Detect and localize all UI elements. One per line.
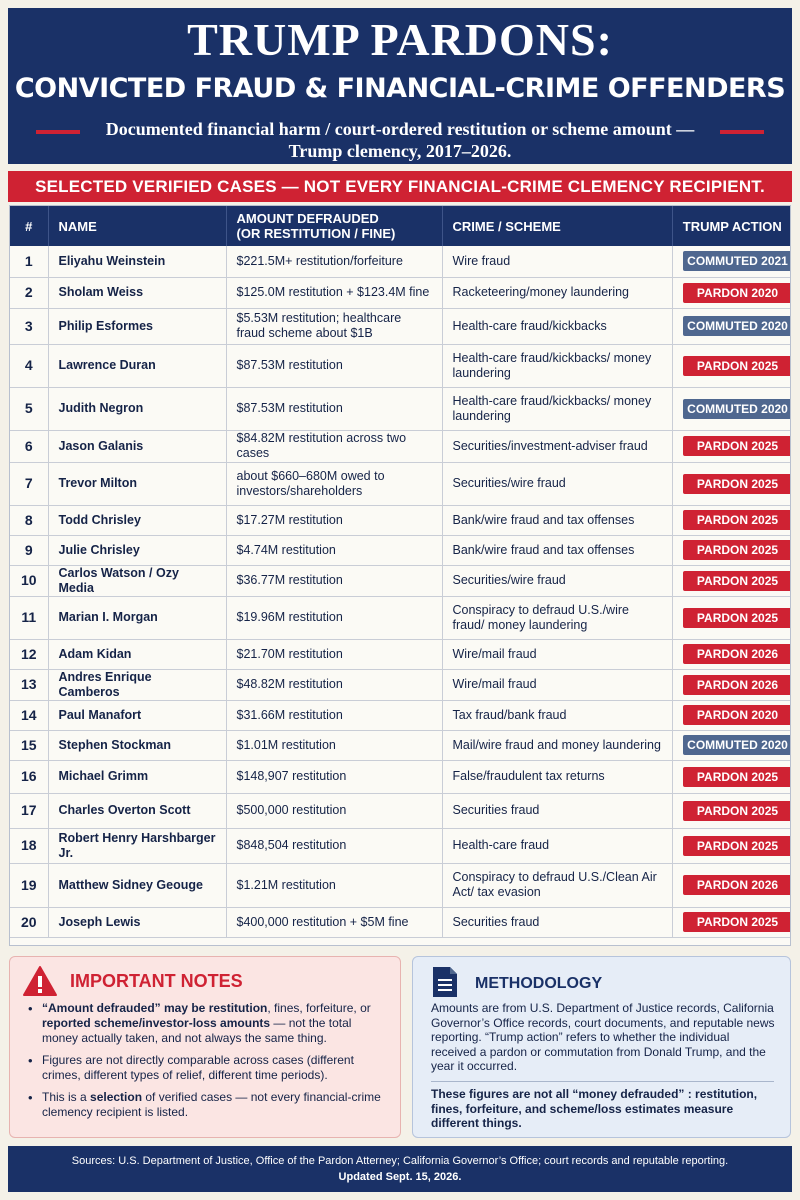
row-action <box>672 730 791 760</box>
table-row <box>10 462 791 505</box>
action-badge: COMMUTED 2021 <box>683 251 792 271</box>
table-row <box>10 246 791 277</box>
action-badge: PARDON 2025 <box>683 356 792 376</box>
row-action <box>672 246 791 277</box>
row-amount: $19.96M restitution <box>226 596 442 639</box>
action-badge: COMMUTED 2020 <box>683 735 792 755</box>
row-crime: Health-care fraud <box>442 828 672 863</box>
table-row <box>10 430 791 462</box>
action-badge: PARDON 2025 <box>683 510 792 530</box>
column-header-crime: CRIME / SCHEME <box>442 206 672 246</box>
table-row <box>10 277 791 308</box>
row-number: 16 <box>10 760 48 793</box>
row-action <box>672 793 791 828</box>
row-amount: $148,907 restitution <box>226 760 442 793</box>
footer <box>8 1146 792 1192</box>
row-action <box>672 639 791 669</box>
row-name: Sholam Weiss <box>48 277 226 308</box>
row-amount: $4.74M restitution <box>226 535 442 565</box>
row-amount: $500,000 restitution <box>226 793 442 828</box>
row-name: Joseph Lewis <box>48 907 226 937</box>
row-amount: $1.21M restitution <box>226 863 442 907</box>
row-number: 15 <box>10 730 48 760</box>
table-row <box>10 863 791 907</box>
note-item: • Figures are not directly comparable across cases (different crimes, different types of relief, different time periods). <box>28 1053 388 1083</box>
table-row <box>10 308 791 344</box>
action-badge: PARDON 2025 <box>683 571 792 591</box>
action-badge: PARDON 2025 <box>683 801 792 821</box>
notes-list <box>28 1001 388 1127</box>
methodology-title: METHODOLOGY <box>475 975 603 992</box>
row-number: 6 <box>10 430 48 462</box>
row-action <box>672 430 791 462</box>
action-badge: PARDON 2025 <box>683 540 792 560</box>
row-action <box>672 596 791 639</box>
row-crime: Health-care fraud/kickbacks <box>442 308 672 344</box>
header <box>8 8 792 164</box>
footer-updated: Updated Sept. 15, 2026. <box>338 1171 462 1183</box>
row-number: 10 <box>10 565 48 596</box>
disclaimer-banner: SELECTED VERIFIED CASES — NOT EVERY FINANCIAL-CRIME CLEMENCY RECIPIENT. <box>8 171 792 202</box>
row-name: Matthew Sidney Geouge <box>48 863 226 907</box>
row-action <box>672 387 791 430</box>
row-amount: $87.53M restitution <box>226 387 442 430</box>
notes-title: IMPORTANT NOTES <box>70 971 243 991</box>
action-badge: PARDON 2026 <box>683 875 792 895</box>
row-crime: Securities/investment-adviser fraud <box>442 430 672 462</box>
table-row <box>10 344 791 387</box>
row-name: Marian I. Morgan <box>48 596 226 639</box>
methodology-body: Amounts are from U.S. Department of Justice records, California Governor’s Office records, court documents, and reputable news reporting. “Trump action” refers to whether the individual received a pardon or commutation from Donald Trump, and the year it occurred. <box>431 1001 775 1073</box>
row-crime: Securities/wire fraud <box>442 462 672 505</box>
column-header-name: NAME <box>48 206 226 246</box>
methodology-panel <box>412 956 791 1138</box>
row-amount: $848,504 restitution <box>226 828 442 863</box>
row-action <box>672 308 791 344</box>
action-badge: PARDON 2025 <box>683 608 792 628</box>
row-number: 1 <box>10 246 48 277</box>
table-row <box>10 505 791 535</box>
action-badge: PARDON 2025 <box>683 912 792 932</box>
row-crime: Bank/wire fraud and tax offenses <box>442 505 672 535</box>
row-name: Charles Overton Scott <box>48 793 226 828</box>
column-header-number: # <box>10 206 48 246</box>
decorative-rule-right <box>720 130 764 134</box>
decorative-rule-left <box>36 130 80 134</box>
row-number: 7 <box>10 462 48 505</box>
row-name: Stephen Stockman <box>48 730 226 760</box>
row-amount: $221.5M+ restitution/forfeiture <box>226 246 442 277</box>
row-name: Philip Esformes <box>48 308 226 344</box>
row-amount: $5.53M restitution; healthcare fraud scheme about $1B <box>226 308 442 344</box>
row-action <box>672 565 791 596</box>
row-crime: False/fraudulent tax returns <box>442 760 672 793</box>
row-name: Paul Manafort <box>48 700 226 730</box>
cases-table <box>10 206 791 938</box>
row-crime: Bank/wire fraud and tax offenses <box>442 535 672 565</box>
note-item: • This is a selection of verified cases — not every financial-crime clemency recipient is listed. <box>28 1090 388 1120</box>
row-amount: $125.0M restitution + $123.4M fine <box>226 277 442 308</box>
row-action <box>672 505 791 535</box>
column-header-amount-line1: AMOUNT DEFRAUDED <box>236 211 379 226</box>
row-name: Jason Galanis <box>48 430 226 462</box>
table-row <box>10 565 791 596</box>
row-amount: $17.27M restitution <box>226 505 442 535</box>
table-header-row <box>10 206 791 246</box>
row-crime: Conspiracy to defraud U.S./wire fraud/ money laundering <box>442 596 672 639</box>
note-item: • “Amount defrauded” may be restitution, fines, forfeiture, or reported scheme/investor-loss amounts — not the total money actually taken, and not always the same thing. <box>28 1001 388 1046</box>
action-badge: COMMUTED 2020 <box>683 316 792 336</box>
row-action <box>672 344 791 387</box>
row-number: 8 <box>10 505 48 535</box>
methodology-divider <box>431 1081 774 1082</box>
row-amount: $21.70M restitution <box>226 639 442 669</box>
row-name: Eliyahu Weinstein <box>48 246 226 277</box>
page-subtitle: Documented financial harm / court-ordered restitution or scheme amount — Trump clemency, 2017–2026. <box>105 119 695 161</box>
row-name: Julie Chrisley <box>48 535 226 565</box>
row-action <box>672 907 791 937</box>
row-name: Trevor Milton <box>48 462 226 505</box>
row-amount: about $660–680M owed to investors/shareholders <box>226 462 442 505</box>
row-action <box>672 863 791 907</box>
row-crime: Racketeering/money laundering <box>442 277 672 308</box>
row-name: Lawrence Duran <box>48 344 226 387</box>
row-action <box>672 700 791 730</box>
row-number: 5 <box>10 387 48 430</box>
row-amount: $84.82M restitution across two cases <box>226 430 442 462</box>
row-crime: Securities fraud <box>442 907 672 937</box>
row-crime: Securities/wire fraud <box>442 565 672 596</box>
table-row <box>10 639 791 669</box>
action-badge: PARDON 2025 <box>683 436 792 456</box>
row-number: 18 <box>10 828 48 863</box>
row-action <box>672 462 791 505</box>
action-badge: PARDON 2020 <box>683 705 792 725</box>
row-number: 12 <box>10 639 48 669</box>
page-title-line2: CONVICTED FRAUD & FINANCIAL-CRIME OFFENDERS <box>14 73 786 104</box>
row-name: Carlos Watson / Ozy Media <box>48 565 226 596</box>
table-row <box>10 700 791 730</box>
row-number: 3 <box>10 308 48 344</box>
warning-icon <box>22 965 58 997</box>
row-action <box>672 277 791 308</box>
row-name: Todd Chrisley <box>48 505 226 535</box>
page-title: TRUMP PARDONS: <box>187 14 613 65</box>
row-action <box>672 828 791 863</box>
table-row <box>10 730 791 760</box>
table-row <box>10 793 791 828</box>
row-name: Michael Grimm <box>48 760 226 793</box>
row-number: 4 <box>10 344 48 387</box>
row-crime: Wire/mail fraud <box>442 669 672 700</box>
action-badge: PARDON 2020 <box>683 283 792 303</box>
row-crime: Health-care fraud/kickbacks/ money laundering <box>442 344 672 387</box>
row-number: 17 <box>10 793 48 828</box>
row-amount: $400,000 restitution + $5M fine <box>226 907 442 937</box>
column-header-amount <box>226 206 442 246</box>
table-row <box>10 907 791 937</box>
row-crime: Tax fraud/bank fraud <box>442 700 672 730</box>
document-icon <box>431 965 459 999</box>
row-crime: Health-care fraud/kickbacks/ money laundering <box>442 387 672 430</box>
row-number: 20 <box>10 907 48 937</box>
row-amount: $31.66M restitution <box>226 700 442 730</box>
table-row <box>10 387 791 430</box>
footer-sources: Sources: U.S. Department of Justice, Office of the Pardon Atterney; California Governor’s Office; court records and reputable reporting. <box>71 1155 729 1167</box>
methodology-emphasis: These figures are not all “money defrauded” : restitution, fines, forfeiture, and scheme/loss estimates measure different things. <box>431 1087 758 1130</box>
important-notes-panel <box>9 956 401 1138</box>
action-badge: PARDON 2026 <box>683 644 792 664</box>
row-crime: Mail/wire fraud and money laundering <box>442 730 672 760</box>
row-number: 14 <box>10 700 48 730</box>
row-amount: $48.82M restitution <box>226 669 442 700</box>
row-number: 2 <box>10 277 48 308</box>
action-badge: PARDON 2025 <box>683 836 792 856</box>
cases-table-container <box>9 205 791 946</box>
row-number: 19 <box>10 863 48 907</box>
action-badge: PARDON 2025 <box>683 767 792 787</box>
row-number: 11 <box>10 596 48 639</box>
row-name: Andres Enrique Camberos <box>48 669 226 700</box>
table-row <box>10 760 791 793</box>
row-name: Robert Henry Harshbarger Jr. <box>48 828 226 863</box>
row-crime: Conspiracy to defraud U.S./Clean Air Act/ tax evasion <box>442 863 672 907</box>
row-number: 13 <box>10 669 48 700</box>
action-badge: COMMUTED 2020 <box>683 399 792 419</box>
table-row <box>10 535 791 565</box>
column-header-amount-line2: (OR RESTITUTION / FINE) <box>236 226 396 241</box>
row-action <box>672 760 791 793</box>
row-action <box>672 669 791 700</box>
row-name: Adam Kidan <box>48 639 226 669</box>
column-header-action: TRUMP ACTION <box>682 218 782 234</box>
table-row <box>10 669 791 700</box>
row-crime: Wire/mail fraud <box>442 639 672 669</box>
row-amount: $1.01M restitution <box>226 730 442 760</box>
row-amount: $87.53M restitution <box>226 344 442 387</box>
row-number: 9 <box>10 535 48 565</box>
row-crime: Wire fraud <box>442 246 672 277</box>
action-badge: PARDON 2025 <box>683 474 792 494</box>
table-row <box>10 596 791 639</box>
row-amount: $36.77M restitution <box>226 565 442 596</box>
table-row <box>10 828 791 863</box>
row-action <box>672 535 791 565</box>
table-body <box>10 246 791 937</box>
action-badge: PARDON 2026 <box>683 675 792 695</box>
row-crime: Securities fraud <box>442 793 672 828</box>
row-name: Judith Negron <box>48 387 226 430</box>
